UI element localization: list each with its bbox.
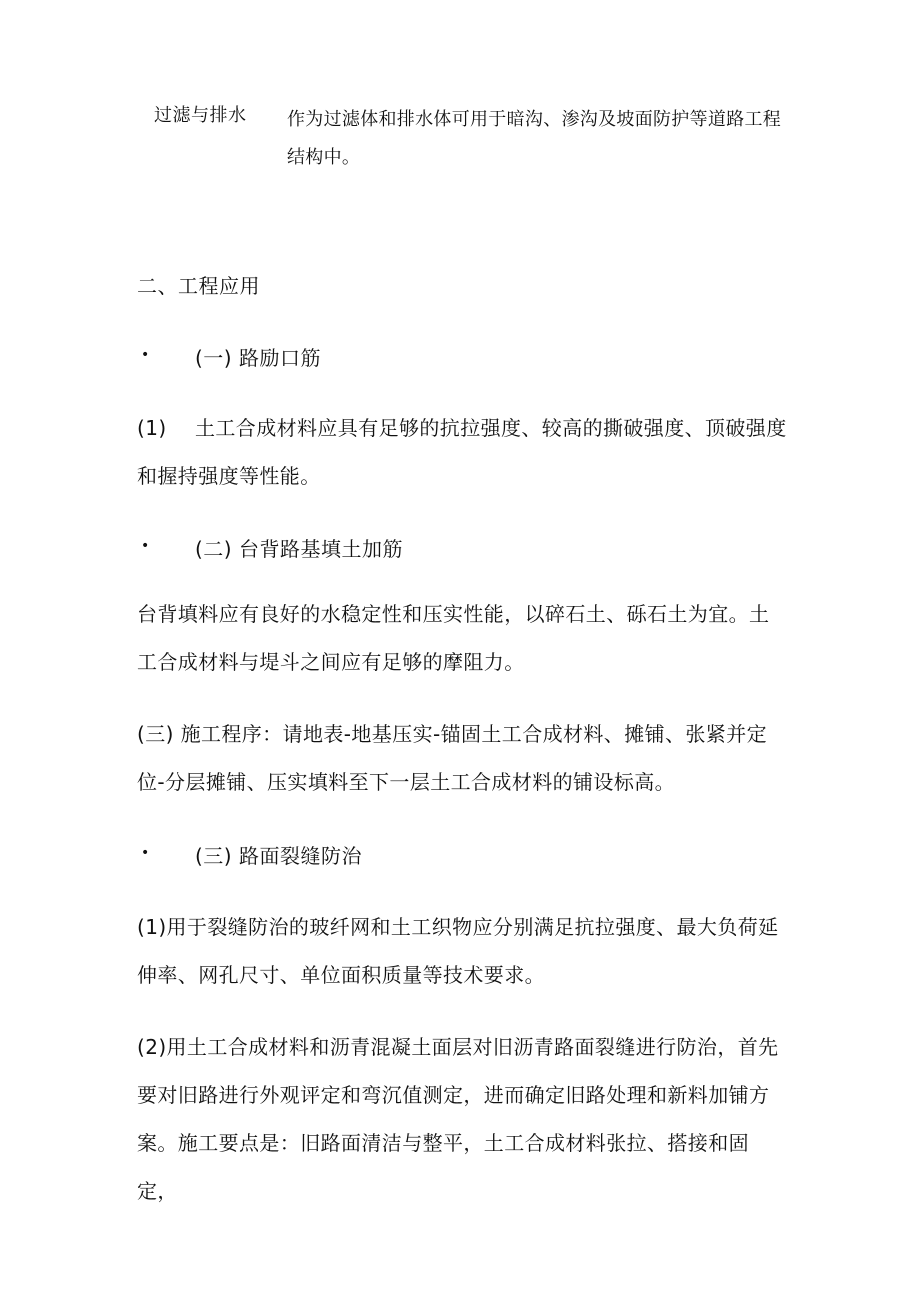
paragraph-2: 台背填料应有良好的水稳定性和压实性能，以碎石土、砾石土为宜。土工合成材料与堤斗之间应有足够的摩阻力。 [137,602,770,674]
bullet-dot: • [141,538,150,554]
paragraph-5: (2)用土工合成材料和沥青混凝土面层对旧沥青路面裂缝进行防治，首先要对旧路进行外观评定和弯沉值测定，进而确定旧路处理和新料加铺方案。施工要点是：旧路面清洁与整平，土工合成材料张拉、搭接和固定， [137,1035,779,1203]
section-heading: 二、工程应用 [137,274,260,298]
bullet-dot: • [141,845,150,861]
table-description-cell: 作为过滤体和排水体可用于暗沟、渗沟及坡面防护等道路工程结构中。 [287,109,782,168]
bullet-item-2: (二) 台背路基填土加筋 [195,537,403,561]
paragraph-4: (1)用于裂缝防治的玻纤网和土工织物应分别满足抗拉强度、最大负荷延伸率、网孔尺寸、单位面积质量等技术要求。 [137,915,779,987]
bullet-item-3: (三) 路面裂缝防治 [195,844,362,868]
paragraph-1-text: 土工合成材料应具有足够的抗拉强度、较高的撕破强度、顶破强度和握持强度等性能。 [137,416,787,488]
bullet-dot: • [141,347,150,363]
bullet-item-1: (一) 路励口筋 [195,346,321,370]
paragraph-1-number: (1) [137,416,167,440]
paragraph-1 [137,404,787,500]
paragraph-3: (三) 施工程序：请地表-地基压实-锚固土工合成材料、摊铺、张紧并定位-分层摊铺、压实填料至下一层土工合成材料的铺设标高。 [137,722,767,794]
table-term-cell: 过滤与排水 [154,105,247,126]
